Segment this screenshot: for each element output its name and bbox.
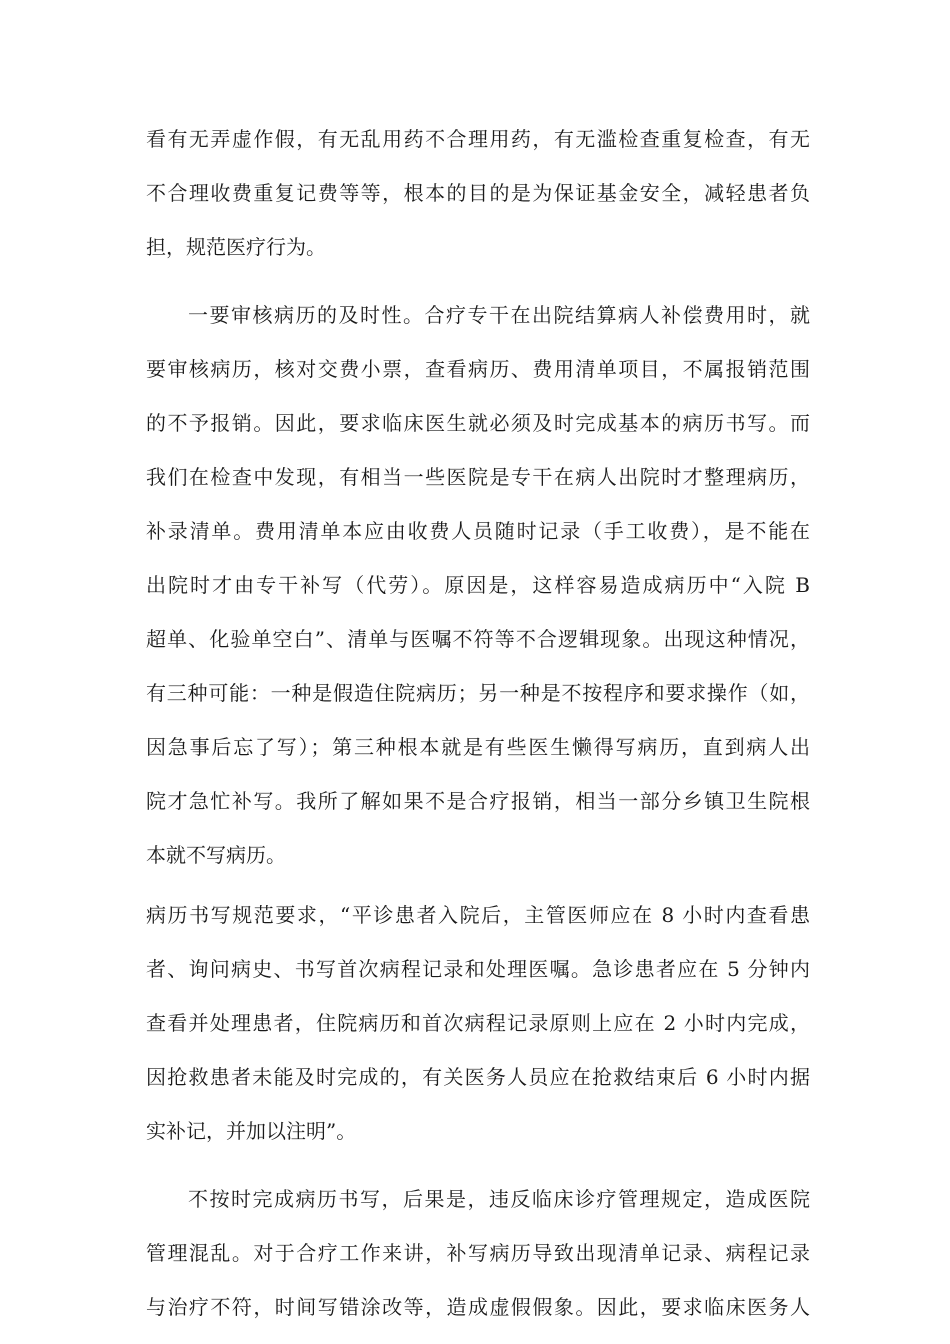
paragraph-2-line-5: 补录清单。费用清单本应由收费人员随时记录（手工收费），是不能在 (146, 519, 810, 543)
paragraph-1-line-2: 不合理收费重复记费等等，根本的目的是为保证基金安全，减轻患者负 (146, 181, 810, 205)
paragraph-3-line-5: 实补记，并加以注明”。 (146, 1119, 357, 1143)
paragraph-2-line-2: 要审核病历，核对交费小票，查看病历、费用清单项目，不属报销范围 (146, 357, 810, 381)
paragraph-3-line-4: 因抢救患者未能及时完成的，有关医务人员应在抢救结束后 6 小时内据 (146, 1065, 810, 1089)
paragraph-3-line-3: 查看并处理患者，住院病历和首次病程记录原则上应在 2 小时内完成， (146, 1011, 810, 1035)
paragraph-3-line-1: 病历书写规范要求，“平诊患者入院后，主管医师应在 8 小时内查看患 (146, 903, 810, 927)
paragraph-2-line-4: 我们在检查中发现，有相当一些医院是专干在病人出院时才整理病历， (146, 465, 810, 489)
paragraph-4-line-1: 不按时完成病历书写，后果是，违反临床诊疗管理规定，造成医院 (188, 1187, 810, 1211)
paragraph-4-line-3: 与治疗不符，时间写错涂改等，造成虚假假象。因此，要求临床医务人 (146, 1295, 810, 1319)
paragraph-2-line-1: 一要审核病历的及时性。合疗专干在出院结算病人补偿费用时，就 (188, 303, 810, 327)
paragraph-2-line-9: 因急事后忘了写）；第三种根本就是有些医生懒得写病历，直到病人出 (146, 735, 810, 759)
paragraph-2-line-8: 有三种可能：一种是假造住院病历；另一种是不按程序和要求操作（如， (146, 681, 810, 705)
paragraph-2-line-11: 本就不写病历。 (146, 843, 286, 867)
paragraph-2-line-3: 的不予报销。因此，要求临床医生就必须及时完成基本的病历书写。而 (146, 411, 810, 435)
paragraph-2-line-10: 院才急忙补写。我所了解如果不是合疗报销，相当一部分乡镇卫生院根 (146, 789, 810, 813)
paragraph-1-line-3: 担，规范医疗行为。 (146, 235, 326, 259)
paragraph-3-line-2: 者、询问病史、书写首次病程记录和处理医嘱。急诊患者应在 5 分钟内 (146, 957, 810, 981)
paragraph-2-line-7: 超单、化验单空白”、清单与医嘱不符等不合逻辑现象。出现这种情况， (146, 627, 810, 651)
paragraph-1-line-1: 看有无弄虚作假，有无乱用药不合理用药，有无滥检查重复检查，有无 (146, 127, 810, 151)
paragraph-4-line-2: 管理混乱。对于合疗工作来讲，补写病历导致出现清单记录、病程记录 (146, 1241, 810, 1265)
paragraph-2-line-6: 出院时才由专干补写（代劳）。原因是，这样容易造成病历中“入院 B (146, 573, 810, 597)
